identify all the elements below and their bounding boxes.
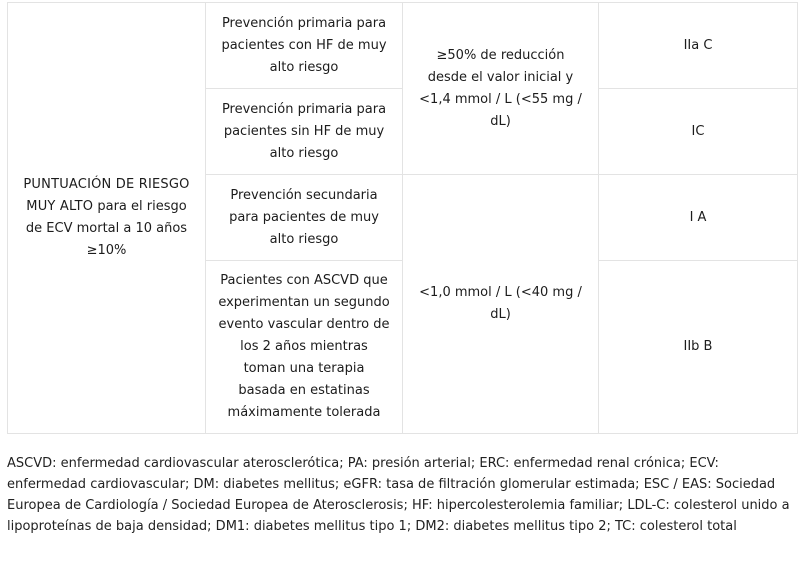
ldl-target-cell: ≥50% de reducción desde el valor inicial y <1,4 mmol / L (<55 mg / dL)	[403, 3, 599, 175]
recommendation-cell: IC	[599, 89, 798, 175]
population-cell: Prevención primaria para pacientes sin HF de muy alto riesgo	[206, 89, 403, 175]
population-cell: Pacientes con ASCVD que experimentan un segundo evento vascular dentro de los 2 años mientras toman una terapia basada en estatinas máximamente tolerada	[206, 261, 403, 434]
risk-category-label: PUNTUACIÓN DE RIESGO MUY ALTO	[23, 177, 190, 214]
table-row	[8, 3, 798, 89]
recommendation-cell: IIa C	[599, 3, 798, 89]
recommendation-cell: I A	[599, 175, 798, 261]
risk-category-description: para el riesgo de ECV mortal a 10 años ≥10%	[25, 199, 188, 258]
ldl-target-cell: <1,0 mmol / L (<40 mg / dL)	[403, 175, 599, 434]
risk-category-cell	[8, 3, 206, 434]
recommendation-cell: IIb B	[599, 261, 798, 434]
abbreviations-footnote: ASCVD: enfermedad cardiovascular aterosclerótica; PA: presión arterial; ERC: enfermedad renal crónica; ECV: enfermedad cardiovascular; DM: diabetes mellitus; eGFR: tasa de filtración glomerular estimada; ESC / EAS: Sociedad Europea de Cardiología / Sociedad Europea de Aterosclerosis; HF: hipercolesterolemia familiar; LDL-C: colesterol unido a lipoproteínas de baja densidad; DM1: diabetes mellitus tipo 1; DM2: diabetes mellitus tipo 2; TC: colesterol total	[7, 456, 790, 534]
population-cell: Prevención primaria para pacientes con HF de muy alto riesgo	[206, 3, 403, 89]
population-cell: Prevención secundaria para pacientes de muy alto riesgo	[206, 175, 403, 261]
risk-table	[7, 2, 798, 434]
